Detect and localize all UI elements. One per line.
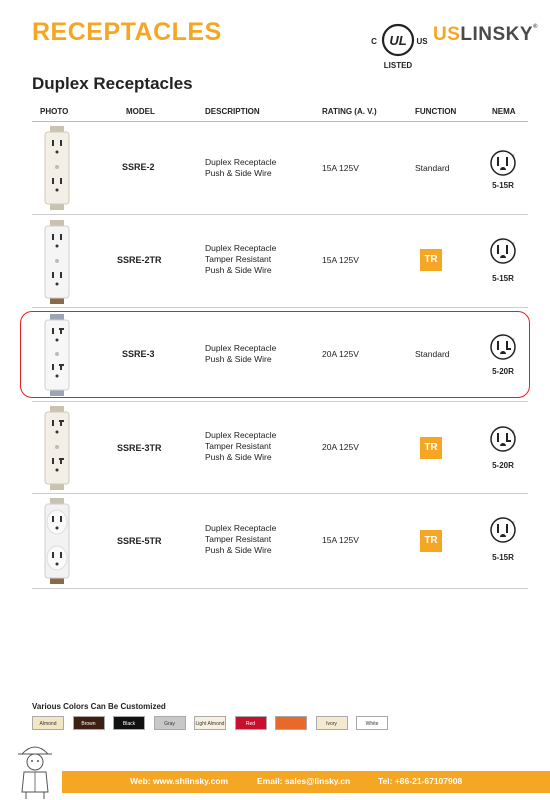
tamper-resistant-badge: TR [420,530,442,552]
description-line: Push & Side Wire [205,168,272,178]
row-divider [32,307,528,308]
svg-text:LISTED: LISTED [383,61,413,70]
color-swatch: Gray [154,716,186,730]
ul-listed-logo [368,18,428,72]
page-title: RECEPTACLES [32,18,222,46]
svg-text:E: E [512,520,515,525]
svg-text:C: C [371,37,377,46]
col-header-nema: NEMA [492,107,516,116]
highlight-box [20,311,530,398]
rating: 15A 125V [322,163,359,173]
row-divider [32,214,528,215]
description [205,430,276,463]
description-line: Push & Side Wire [205,545,272,555]
row-divider [32,493,528,494]
description-line: Push & Side Wire [205,452,272,462]
function: Standard [415,349,450,359]
color-swatch: Almond [32,716,64,730]
receptacle-photo [40,126,74,210]
registered-mark: ® [533,24,539,30]
col-header-function: FUNCTION [415,107,457,116]
description-line: Duplex Receptacle [205,343,277,353]
color-swatch: Black [113,716,145,730]
mascot-illustration [10,738,60,800]
col-header-model: MODEL [126,107,155,116]
description [205,157,276,179]
rating: 20A 125V [322,442,359,452]
nema-label: 5-20R [492,367,514,376]
tamper-resistant-badge: TR [420,249,442,271]
row-divider [32,401,528,402]
color-swatch: Light Almond [194,716,226,730]
model-number: SSRE-2TR [117,255,162,265]
description-line: Duplex Receptacle [205,157,277,167]
nema-outlet-icon [485,515,521,545]
description-line: Push & Side Wire [205,354,272,364]
color-swatch: Brown [73,716,105,730]
description-line: Duplex Receptacle [205,523,277,533]
rating: 15A 125V [322,255,359,265]
nema-outlet-icon [485,148,521,178]
color-swatch [275,716,307,730]
brand-logo [433,24,538,46]
colors-title: Various Colors Can Be Customized [32,702,166,711]
rating: 15A 125V [322,535,359,545]
brand-us: US [433,24,461,45]
nema-label: 5-15R [492,553,514,562]
model-number: SSRE-2 [122,162,155,172]
header-divider [32,121,528,122]
row-divider [32,588,528,589]
col-header-photo: PHOTO [40,107,69,116]
color-swatch: Red [235,716,267,730]
description [205,243,276,276]
nema-label: 5-15R [492,274,514,283]
model-number: SSRE-3TR [117,443,162,453]
description-line: Duplex Receptacle [205,430,277,440]
svg-text:E: E [512,429,515,434]
col-header-rating: RATING (A. V.) [322,107,377,116]
nema-outlet-icon [485,424,521,454]
description-line: Tamper Resistant [205,254,272,264]
col-header-description: DESCRIPTION [205,107,260,116]
svg-text:E: E [512,241,515,246]
receptacle-photo [40,406,74,490]
model-number: SSRE-3 [122,349,155,359]
svg-text:E: E [512,337,515,342]
receptacle-photo [40,498,74,584]
footer-phone: Tel: +86-21-67107908 [378,776,463,786]
description-line: Tamper Resistant [205,441,272,451]
footer-web: Web: www.shlinsky.com [130,776,229,786]
nema-outlet-icon [485,236,521,266]
svg-text:UL: UL [389,33,407,48]
description-line: Duplex Receptacle [205,243,277,253]
color-swatch: Ivory [316,716,348,730]
description-line: Push & Side Wire [205,265,272,275]
tamper-resistant-badge: TR [420,437,442,459]
model-number: SSRE-5TR [117,536,162,546]
description-line: Tamper Resistant [205,534,272,544]
svg-text:E: E [512,153,515,158]
footer-email: Email: sales@linsky.cn [257,776,351,786]
receptacle-photo [40,220,74,304]
brand-name: LINSKY [460,24,534,45]
description [205,523,276,556]
function: Standard [415,163,450,173]
nema-label: 5-20R [492,461,514,470]
rating: 20A 125V [322,349,359,359]
svg-text:US: US [416,37,428,46]
section-title: Duplex Receptacles [32,74,193,93]
color-swatch: White [356,716,388,730]
nema-label: 5-15R [492,181,514,190]
footer-bar [62,771,550,793]
